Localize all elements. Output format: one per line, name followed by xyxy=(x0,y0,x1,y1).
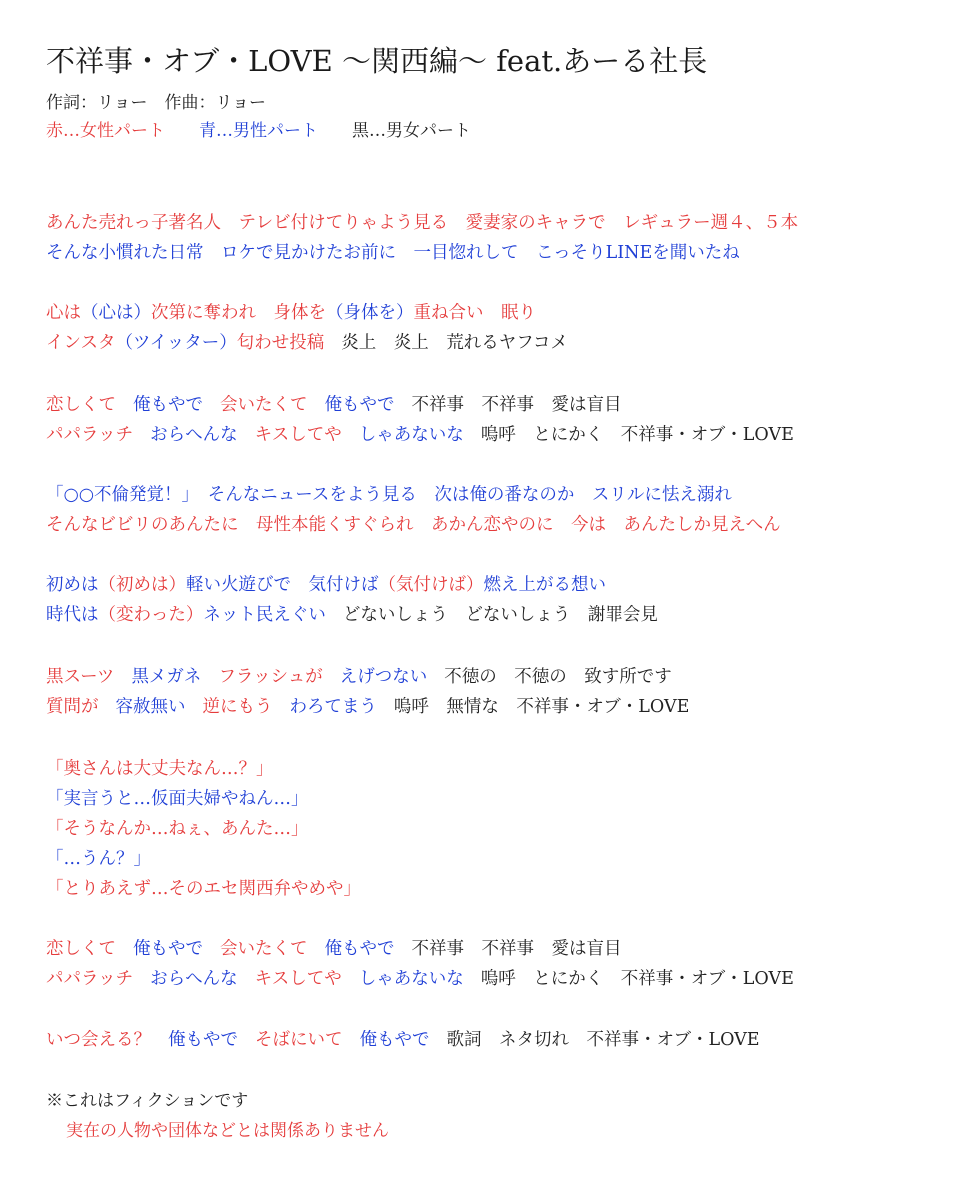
pre2-l1e: 燃え上がる想い xyxy=(483,575,606,595)
pre2-l1a: 初めは xyxy=(46,575,99,595)
song-title: 不祥事・オブ・LOVE 〜関西編〜 feat.あーる社長 xyxy=(46,44,708,78)
chorus3-b2: おらへんな xyxy=(150,969,238,989)
chorus2-line1 xyxy=(46,664,672,690)
outro-line xyxy=(46,1027,760,1053)
outro-a5: 歌詞 ネタ切れ 不祥事・オブ・LOVE xyxy=(446,1030,760,1050)
pre2-line1 xyxy=(46,572,606,598)
color-legend xyxy=(46,118,471,144)
chorus1-a2: 俺もやで xyxy=(133,395,203,415)
legend-male: 青…男性パート xyxy=(199,121,318,141)
verse1-line2: そんな小慣れた日常 ロケで見かけたお前に 一目惚れして こっそりLINEを聞いたね xyxy=(46,243,740,263)
pre2-l1d: （気付けば） xyxy=(378,575,484,595)
chorus2-a4: えげつない xyxy=(339,667,428,687)
chorus2-b5: 嗚呼 無情な 不祥事・オブ・LOVE xyxy=(393,697,690,717)
verse2-line2: そんなビビリのあんたに 母性本能くすぐられ あかん恋やのに 今は あんたしか見えへん xyxy=(46,515,781,535)
chorus3-a5: 不祥事 不祥事 愛は盲目 xyxy=(411,939,622,959)
chorus3-a4: 俺もやで xyxy=(324,939,395,959)
chorus1-b2: おらへんな xyxy=(150,425,238,445)
chorus3-a1: 恋しくて xyxy=(46,939,116,959)
chorus1-a3: 会いたくて xyxy=(220,395,308,415)
disclaimer: 実在の人物や団体などとは関係ありません xyxy=(66,1121,389,1141)
chorus1-line1 xyxy=(46,392,622,418)
chorus2-a2: 黒メガネ xyxy=(131,667,202,687)
pre1-l2d: 炎上 炎上 荒れるヤフコメ xyxy=(341,333,568,353)
chorus2-b1: 質問が xyxy=(46,697,99,717)
chorus3-b1: パパラッチ xyxy=(46,969,134,989)
chorus3-a3: 会いたくて xyxy=(220,939,308,959)
dialogue-line4: 「…うん？」 xyxy=(46,849,151,869)
chorus1-b4: しゃあないな xyxy=(358,425,464,445)
pre1-l2c: 匂わせ投稿 xyxy=(236,333,325,353)
pre2-l1b: （初めは） xyxy=(98,575,186,595)
chorus1-a1: 恋しくて xyxy=(46,395,116,415)
fiction-note: ※これはフィクションです xyxy=(46,1091,249,1111)
chorus2-b2: 容赦無い xyxy=(115,697,186,717)
chorus3-b3: キスしてや xyxy=(254,969,342,989)
pre2-l2d: どないしょう どないしょう 謝罪会見 xyxy=(342,605,658,625)
pre1-l2a: インスタ xyxy=(46,333,116,353)
legend-both: 黒…男女パート xyxy=(352,121,471,141)
pre1-line1 xyxy=(46,300,536,326)
chorus3-a2: 俺もやで xyxy=(133,939,203,959)
pre2-l2b: （変わった） xyxy=(98,605,204,625)
outro-a3: そばにいて xyxy=(255,1030,343,1050)
pre2-l1c: 軽い火遊びで 気付けば xyxy=(186,575,379,595)
chorus1-line2 xyxy=(46,422,794,448)
chorus3-b5: 嗚呼 とにかく 不祥事・オブ・LOVE xyxy=(480,969,794,989)
chorus1-b5: 嗚呼 とにかく 不祥事・オブ・LOVE xyxy=(480,425,794,445)
outro-a1: いつ会える？ xyxy=(46,1030,151,1050)
pre1-l2b: （ツイッター） xyxy=(115,333,237,353)
dialogue-line1: 「奥さんは大丈夫なん…？」 xyxy=(46,759,274,779)
chorus2-a1: 黒スーツ xyxy=(46,667,115,687)
dialogue-line5: 「とりあえず…そのエセ関西弁やめや」 xyxy=(46,879,361,899)
credits: 作詞：リョー 作曲：リョー xyxy=(46,93,266,113)
pre1-line2 xyxy=(46,330,568,356)
chorus2-a3: フラッシュが xyxy=(218,667,323,687)
chorus3-line2 xyxy=(46,966,794,992)
pre1-l1e: 重ね合い 眠り xyxy=(413,303,536,323)
outro-a4: 俺もやで xyxy=(359,1030,430,1050)
chorus3-line1 xyxy=(46,936,622,962)
chorus1-a5: 不祥事 不祥事 愛は盲目 xyxy=(411,395,622,415)
chorus3-b4: しゃあないな xyxy=(358,969,464,989)
verse2-line1: 「○○不倫発覚！」 そんなニュースをよう見る 次は俺の番なのか スリルに怯え溺れ xyxy=(46,485,732,505)
pre1-l1d: （身体を） xyxy=(326,303,414,323)
chorus2-a5: 不徳の 不徳の 致す所です xyxy=(444,667,672,687)
pre1-l1b: （心は） xyxy=(81,303,151,323)
pre1-l1c: 次第に奪われ 身体を xyxy=(151,303,326,323)
chorus1-b3: キスしてや xyxy=(254,425,342,445)
chorus1-b1: パパラッチ xyxy=(46,425,134,445)
chorus1-a4: 俺もやで xyxy=(324,395,395,415)
dialogue-line3: 「そうなんか…ねぇ、あんた…」 xyxy=(46,819,309,839)
outro-a2: 俺もやで xyxy=(168,1030,238,1050)
pre2-line2 xyxy=(46,602,658,628)
legend-female: 赤…女性パート xyxy=(46,121,165,141)
chorus2-b4: わろてまう xyxy=(289,697,377,717)
pre1-l1a: 心は xyxy=(46,303,81,323)
pre2-l2c: ネット民えぐい xyxy=(203,605,326,625)
dialogue-line2: 「実言うと…仮面夫婦やねん…」 xyxy=(46,789,309,809)
chorus2-line2 xyxy=(46,694,689,720)
chorus2-b3: 逆にもう xyxy=(202,697,273,717)
verse1-line1: あんた売れっ子著名人 テレビ付けてりゃよう見る 愛妻家のキャラで レギュラー週４、５本 xyxy=(46,213,799,233)
pre2-l2a: 時代は xyxy=(46,605,99,625)
